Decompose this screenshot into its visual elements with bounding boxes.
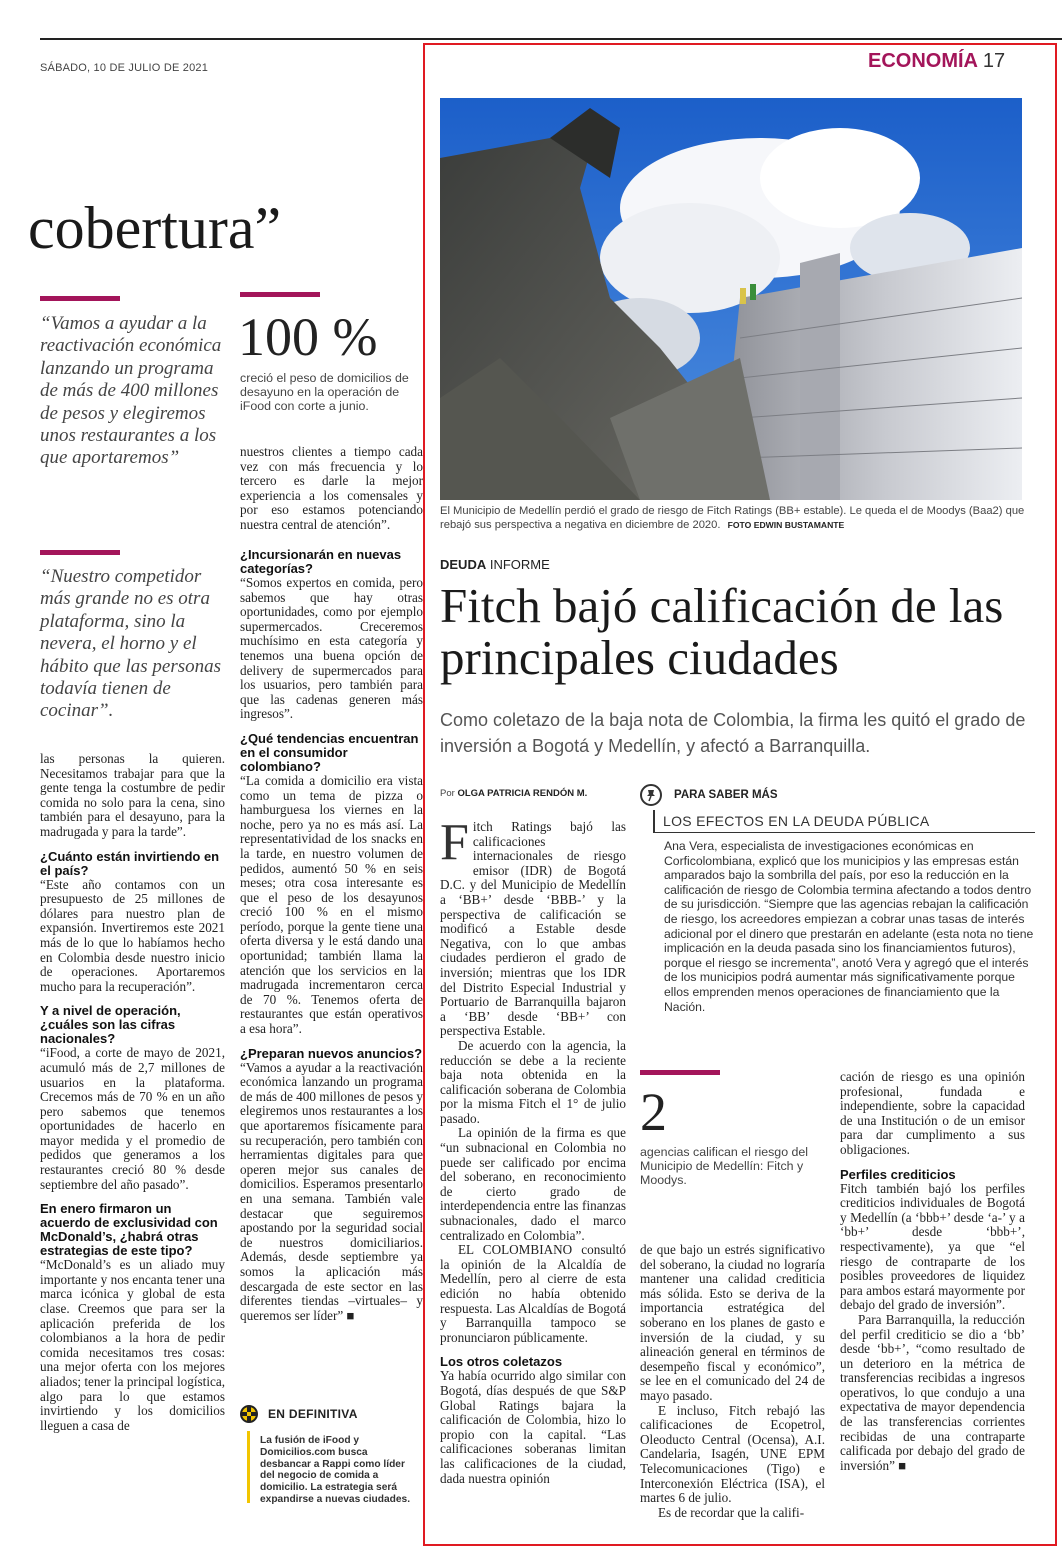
paragraph: “La comida a domicilio era vista como un tema de pizza o hamburguesa los viernes en la noche, pero ya no es más así. La representatividad de los snacks en la tarde, en nuestro volumen de pedidos, aumentó 50 % en seis meses; otra cosa interesante es que el peso de los desayunos creció 100 % en el mismo período, porque la gente tiene una oferta diversa y le está dando una oportunidad; también llama la atención que los servicios en la madrugada incrementaron cerca de 70 %. Tenemos oferta de restaurantes que están operativos a esa hora”. bbox=[240, 772, 423, 1037]
date-line: SÁBADO, 10 DE JULIO DE 2021 bbox=[40, 62, 209, 74]
paragraph: Para Barranquilla, la reducción del perfil crediticio se dio a ‘bb’ desde ‘bb+’, “como resultado de un deterioro en la métrica de transferencias recibidas a ingresos operativos, lo que condujo a una expectativa de mayor dependencia de las transferencias corrientes recibidas de una contraparte calificada por debajo del grado de inversión” ■ bbox=[840, 1311, 1025, 1473]
top-rule bbox=[40, 38, 1062, 40]
paragraph: EL COLOMBIANO consultó la opinión de la Alcaldía de Medellín, pero al cierre de esta edición no había obtenido respuesta. Las Alcaldías de Bogotá y Barranquilla tampoco se pronunciaron públicamente. bbox=[440, 1242, 626, 1345]
definitiva-header bbox=[240, 1405, 420, 1423]
article-column-1 bbox=[440, 820, 626, 1545]
page-number: 17 bbox=[982, 50, 1006, 72]
paragraph: itch Ratings bajó las calificaciones internacionales de riesgo emisor (IDR) de Bogotá D.C. y del Municipio de Medellín a ‘BB+’ desde ‘BBB-’ y la perspectiva de calificación se modificó a Estable desde Negativa, con lo que ambas ciudades perdieron el grado de inversión; mientras que los IDR del Distrito Especial Industrial y Portuario de Barranquilla bajaron a ‘BB’ desde ‘BB+’ con perspectiva Estable. bbox=[440, 820, 626, 1039]
definitiva-bar bbox=[247, 1431, 250, 1503]
section-header bbox=[868, 50, 1005, 73]
checker-icon bbox=[240, 1405, 258, 1423]
quote-rule-1 bbox=[40, 296, 120, 301]
stat-caption-right: agencias califican el riesgo del Municipio de Medellín: Fitch y Moodys. bbox=[640, 1145, 809, 1187]
paragraph: de que bajo un estrés significativo del soberano, la ciudad no lograría mantener una calidad crediticia más sólida. Esto se deriva de la importancia estratégica del soberano en los planes de gasto e inversión de la ciudad, y su alineación general en términos de desempeño fiscal y económico”, se lee en el comunicado del 24 de mayo pasado. bbox=[640, 1243, 825, 1403]
sidebar-label: PARA SABER MÁS bbox=[674, 789, 778, 801]
paragraph: “Somos expertos en comida, pero sabemos que hay otras oportunidades, como por ejemplo supermercados. Creceremos muchísimo en esta categoría y tenemos una buena opción de delivery de supermercados para los usuarios, pero también para que las cadenas generen más ingresos”. bbox=[240, 575, 423, 722]
paragraph: Ya había ocurrido algo similar con Bogotá, días después de que S&P Global Ratings bajara la calificación de Colombia, hizo lo propio con la capital. “Las calificaciones soberanas limitan las calificaciones de la ciudad, dada nuestra opinión bbox=[440, 1368, 626, 1486]
paragraph: Fitch también bajó los perfiles crediticios individuales de Bogotá y Medellín (a ‘bbb+’ desde ‘a-’ y a ‘bb+’ desde ‘bbb+’, respectivamente), ya que “el riesgo de contraparte de los posibles proveedores de liquidez para ambos estará mayormente por debajo del grado de inversión”. bbox=[840, 1180, 1025, 1313]
subhead: ¿Cuánto están invirtiendo en el país? bbox=[40, 848, 220, 878]
article-column-2 bbox=[640, 1243, 825, 1545]
pin-icon bbox=[640, 784, 662, 806]
sidebar-text: Ana Vera, especialista de investigaciones económicas en Corficolombiana, explicó que los municipios y las empresas están amparados bajo la sombrilla del país, por eso la reducción en la calificación de riesgo de Colombia termina afectando a todos dentro de su jurisdicción. “Siempre que las agencias rebajan la calificación de riesgo, los acreedores empiezan a cobrar unas tasas de interés adicional por el dinero que prestarán en adelante (esta nota no tiene implicación en la deuda pasada sino los financiamientos futuros), porque el riesgo se incrementa”, anotó Vera y agregó que el interés de los municipios podrá aumentar más significativamente porque ellos emprenden menos operaciones de financiamiento que la Nación. bbox=[664, 839, 1034, 1014]
kicker bbox=[440, 557, 550, 572]
subhead: Perfiles crediticios bbox=[840, 1166, 956, 1182]
caption-text: El Municipio de Medellín perdió el grado de riesgo de Fitch Ratings (BB+ estable). Le queda el de Moodys (Baa2) que rebajó sus perspectiva a negativa en diciembre de 2020. bbox=[440, 505, 1025, 531]
definitiva-text: La fusión de iFood y Domicilios.com busca desbancar a Rappi como líder del negocio de comida a domicilio. La estrategia será expandirse a nuevas ciudades. bbox=[260, 1435, 411, 1505]
paragraph: La opinión de la firma es que “un subnacional en Colombia no puede ser calificado por encima del soberano, en reconocimiento de cierto grado de interdependencia entre las finanzas subnacionales, dado el marco centralizado en Colombia”. bbox=[440, 1125, 626, 1243]
paragraph: De acuerdo con la agencia, la reducción se debe a la reciente baja nota obtenida en la calificación soberana de Colombia por la misma Fitch el 1° de julio pasado. bbox=[440, 1037, 626, 1126]
subhead: ¿Incursionarán en nuevas categorías? bbox=[240, 548, 402, 576]
quote-rule-2 bbox=[40, 550, 120, 555]
paragraph: Es de recordar que la califi- bbox=[658, 1504, 805, 1520]
left-column-1 bbox=[40, 752, 225, 1542]
definitiva-label: EN DEFINITIVA bbox=[268, 1407, 358, 1421]
deck: Como coletazo de la baja nota de Colombia, la firma les quitó el grado de inversión a Bogotá y Medellín, y afectó a Barranquilla. bbox=[440, 710, 1026, 756]
stat-caption-left: creció el peso de domicilios de desayuno en la operación de iFood con corte a junio. bbox=[240, 371, 409, 413]
byline-prefix: Por bbox=[440, 788, 455, 799]
subhead: Los otros coletazos bbox=[440, 1354, 563, 1370]
headline: Fitch bajó calificación de las principales ciudades bbox=[440, 578, 1004, 685]
paragraph: “McDonald’s es un aliado muy importante y nos encanta tener una marca icónica y global de esta clase. Creemos que para ser la aplicación preferida de los colombianos a la hora de pedir comida necesitamos tres cosas: una mejor oferta con los mejores aliados; tener la principal logística, algo para lo que estamos invirtiendo y los domicilios lleguen a casa de bbox=[40, 1257, 225, 1433]
photo-credit: FOTO EDWIN BUSTAMANTE bbox=[727, 520, 845, 530]
pull-quote-1: “Vamos a ayudar a la reactivación económica lanzando un programa de más de 400 millones de pesos y elegiremos unos restaurantes a los que aportaremos” bbox=[40, 313, 222, 469]
paragraph: las personas la quieren. Necesitamos trabajar para que la gente tenga la costumbre de pedir comida no solo para la cena, sino también para el desayuno, para la madrugada y para la tarde”. bbox=[40, 752, 225, 839]
sidebar-title: LOS EFECTOS EN LA DEUDA PÚBLICA bbox=[653, 810, 1035, 833]
paragraph: cación de riesgo es una opinión profesional, fundada e independiente, sobre la capacidad de una Institución o de un emisor para dar cumplimento a sus obligaciones. bbox=[840, 1070, 1025, 1157]
subhead: En enero firmaron un acuerdo de exclusividad con McDonald’s, ¿habrá otras estrategias de este tipo? bbox=[40, 1201, 218, 1259]
photo-medellin bbox=[440, 98, 1022, 500]
article-column-3 bbox=[840, 1070, 1025, 1545]
paragraph: “Vamos a ayudar a la reactivación económica lanzando un programa de más de 400 millones de pesos y elegiremos unos restaurantes a los que aportaremos físicamente para su recuperación, pero también con herramientas digitales para que operen mejor sus canales de domicilios. Esperamos presentarlo en una semana. También vale destacar que seguiremos apostando por la seguridad social de nuestros domiciliarios. Además, desde septiembre ya somos la aplicación más descargada de este sector en las diferentes tiendas –virtuales– y queremos ser líder” ■ bbox=[240, 1059, 423, 1323]
photo-caption bbox=[440, 504, 1025, 532]
kicker-light: INFORME bbox=[489, 557, 550, 572]
paragraph: “Este año contamos con un presupuesto de 25 millones de dólares para nuestro plan de expansión. Invertiremos este 2021 más de lo que lo habíamos hecho en Colombia desde nuestro inicio de operaciones. Aportaremos mucho para la recuperación”. bbox=[40, 876, 225, 994]
stat-rule-left bbox=[240, 292, 320, 297]
stat-value-left: 100 % bbox=[238, 307, 378, 367]
byline-name: OLGA PATRICIA RENDÓN M. bbox=[457, 788, 588, 799]
kicker-bold: DEUDA bbox=[440, 557, 487, 572]
subhead: Y a nivel de operación, ¿cuáles son las cifras nacionales? bbox=[40, 1003, 181, 1047]
stat-rule-right bbox=[640, 1070, 720, 1075]
left-title: cobertura” bbox=[28, 195, 282, 261]
paragraph: nuestros clientes a tiempo cada vez con más frecuencia y lo tercero es darle la mejor experiencia a los comensales y por eso estamos potenciando nuestra central de atención”. bbox=[240, 445, 423, 532]
pull-quote-2: “Nuestro competidor más grande no es otra plataforma, sino la nevera, el horno y el hábito que las personas todavía tienen de cocinar”. bbox=[40, 566, 222, 722]
stat-value-right: 2 bbox=[640, 1082, 667, 1142]
drop-cap: F bbox=[440, 820, 469, 871]
building-photo bbox=[440, 98, 1022, 500]
definitiva-box bbox=[240, 1405, 420, 1545]
paragraph: E incluso, Fitch rebajó las calificaciones de Ecopetrol, Oleoducto Central (Ocensa), A.I. Candelaria, Isagén, UNE EPM Telecomunicaciones (Tigo) e Interconexión Eléctrica (ISA), el martes 6 de julio. bbox=[640, 1402, 825, 1506]
byline bbox=[440, 788, 587, 799]
subhead: ¿Qué tendencias encuentran en el consumidor colombiano? bbox=[240, 730, 419, 774]
subhead: ¿Preparan nuevos anuncios? bbox=[240, 1045, 423, 1061]
sidebar-box bbox=[640, 784, 1035, 1054]
left-column-2-continued bbox=[240, 548, 423, 1388]
section-label: ECONOMÍA bbox=[868, 50, 978, 72]
paragraph: “iFood, a corte de mayo de 2021, acumuló más de 2,7 millones de usuarios en la plataforma. Crecemos más de 70 % en un año pero sabemos que tenemos oportunidades de hacerlo en mayor medida y el promedio de pedidos que generamos a los restaurantes creció 80 % desde septiembre del año pasado”. bbox=[40, 1045, 225, 1192]
